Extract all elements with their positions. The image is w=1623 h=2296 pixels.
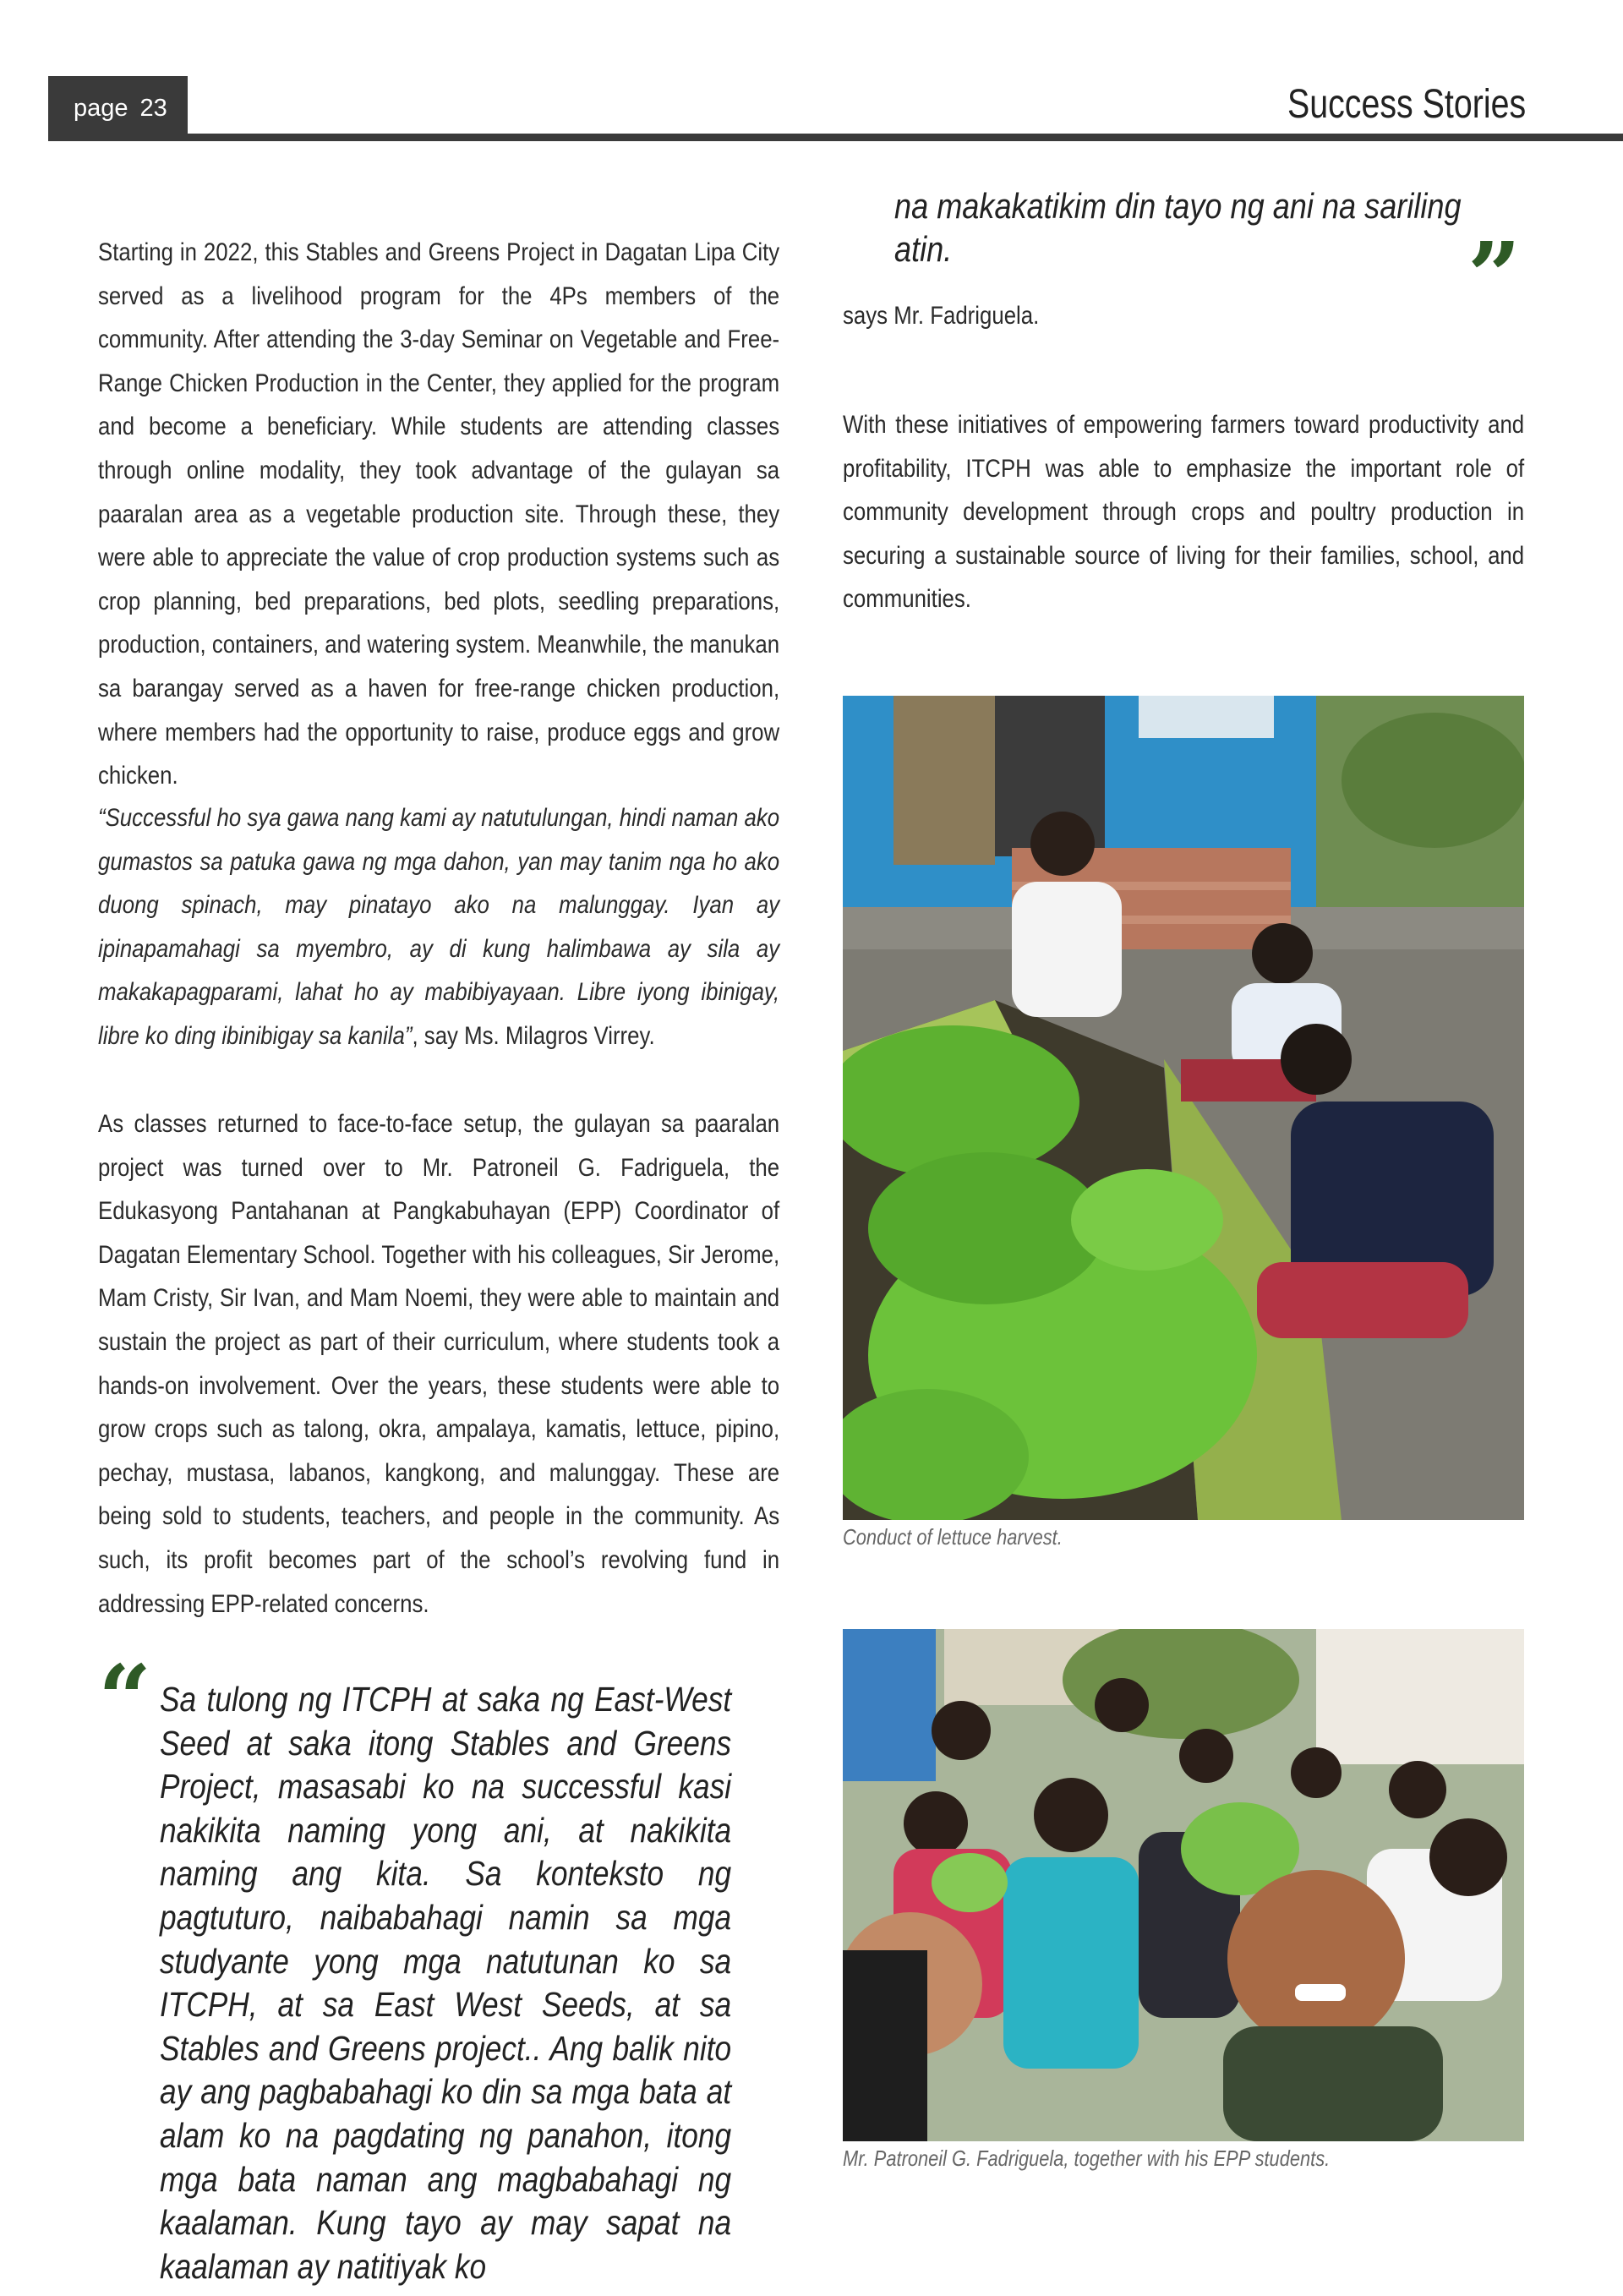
intro-paragraph xyxy=(98,231,779,798)
pull-quote-tail: na makakatikim din tayo ng ani na sariling atin. xyxy=(894,186,1462,269)
page-label: page xyxy=(74,94,128,122)
virrey-quote: “Successful ho sya gawa nang kami ay natutulungan, hindi naman ako gumastos sa patuka gawa ng mga dahon, yan may tanim nga ho ako duong spinach, may pinatayo ako na malunggay. Iyan ay ipinapamahagi sa myembro, ay di kung halimbawa ay sila ay makakapagparami, lahat ho ay mabibiyayaan. Libre iyong ibinigay, libre ko ding ibinibigay sa kanila” xyxy=(98,804,780,1050)
epp-paragraph xyxy=(98,1102,779,1626)
epp-students-photo xyxy=(843,1629,1524,2141)
lettuce-harvest-photo xyxy=(843,696,1524,1520)
header-rule xyxy=(48,134,1623,141)
intro-paragraph-text: Starting in 2022, this Stables and Greens Project in Dagatan Lipa City served as a livelihood program for the 4Ps members of the community. After attending the 3-day Seminar on Vegetable and Free-Range Chicken Production in the Center, they applied for the program and become a beneficiary. While students are attending classes through online modality, they took advantage of the gulayan sa paaralan area as a vegetable production site. Through these, they were able to appreciate the value of crop production systems such as crop planning, bed preparations, bed plots, seedling preparations, production, containers, and watering system. Meanwhile, the manukan sa barangay served as a haven for free-range chicken production, where members had the opportunity to raise, produce eggs and grow chicken. xyxy=(98,238,780,790)
open-quote-icon: “ xyxy=(98,1644,152,1753)
close-quote-icon: ” xyxy=(1467,221,1522,331)
pull-quote-text: Sa tulong ng ITCPH at saka ng East-West Seed at saka itong Stables and Greens Project, masasabi ko na successful kasi nakikita naming yong ani, at nakikita naming ang kita. Sa konteksto ng pagtuturo, naibabahagi namin sa mga studyante yong mga natutunan ko sa ITCPH, at sa East West Seeds, at sa Stables and Greens project.. Ang balik nito ay ang pagbabahagi ko din sa mga bata at alam ko na pagdating ng panahon, itong mga bata naman ang magbabahagi ng kaalaman. Kung tayo ay may sapat na kaalaman ay natitiyak ko xyxy=(160,1680,732,2286)
virrey-attribution: , say Ms. Milagros Virrey. xyxy=(412,1021,655,1050)
pull-quote xyxy=(160,1678,731,2288)
says-attribution xyxy=(843,294,1524,338)
initiatives-paragraph xyxy=(843,403,1524,621)
page-number-tab xyxy=(48,76,188,140)
photo1-caption: Conduct of lettuce harvest. xyxy=(843,1524,1063,1550)
pull-quote-continuation xyxy=(894,184,1503,271)
page-number: 23 xyxy=(139,94,167,122)
epp-paragraph-text: As classes returned to face-to-face setup, the gulayan sa paaralan project was turned over to Mr. Patroneil G. Fadriguela, the Edukasyong Pantahanan at Pangkabuhayan (EPP) Coordinator of Dagatan Elementary School. Together with his colleagues, Sir Jerome, Mam Cristy, Sir Ivan, and Mam Noemi, they were able to maintain and sustain the project as part of their curriculum, where students took a hands-on involvement. Over the years, these students were able to grow crops such as talong, okra, ampalaya, kamatis, lettuce, pipino, pechay, mustasa, labanos, kangkong, and malunggay. These are being sold to students, teachers, and people in the community. As such, its profit becomes part of the school’s revolving fund in addressing EPP-related concerns. xyxy=(98,1110,780,1618)
says-attribution-text: says Mr. Fadriguela. xyxy=(843,302,1040,330)
photo2-caption: Mr. Patroneil G. Fadriguela, together with his EPP students. xyxy=(843,2146,1331,2171)
section-title: Success Stories xyxy=(1287,82,1526,127)
initiatives-paragraph-text: With these initiatives of empowering farmers toward productivity and profitability, ITCPH was able to emphasize the important role of community development through crops and poultry production in securing a sustainable source of living for their families, school, and communities. xyxy=(843,411,1525,614)
virrey-quote-paragraph xyxy=(98,796,779,1058)
